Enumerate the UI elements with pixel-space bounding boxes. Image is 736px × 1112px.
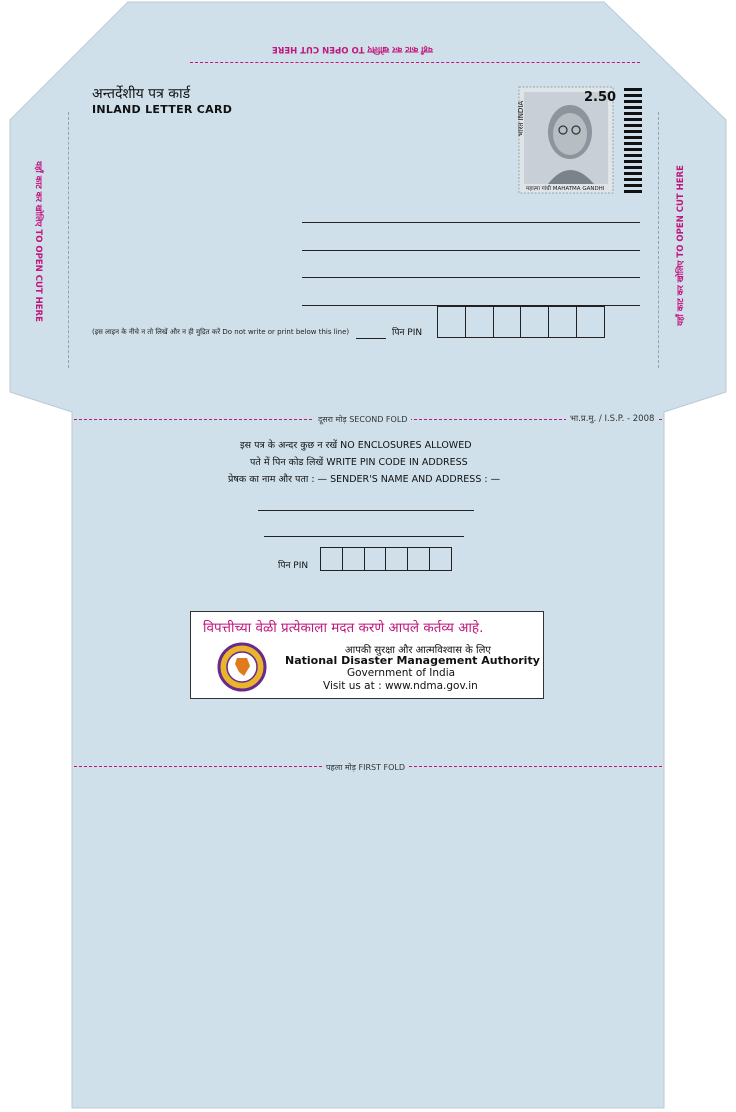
do-not-write-rule <box>356 338 386 339</box>
ndma-emblem-icon <box>217 642 267 692</box>
sender-pin-boxes[interactable] <box>320 547 452 571</box>
sender-heading: प्रेषक का नाम और पता : — SENDER'S NAME AND ADDRESS : — <box>228 474 501 485</box>
ad-website: Visit us at : www.ndma.gov.in <box>323 680 478 692</box>
title-hindi: अन्तर्देशीय पत्र कार्ड <box>92 86 191 102</box>
phosphor-bars <box>624 88 642 196</box>
no-enclosures-note: इस पत्र के अन्दर कुछ न रखें NO ENCLOSURES ALLOWED <box>240 440 472 451</box>
sender-line-1[interactable] <box>258 510 474 511</box>
do-not-write-note: (इस लाइन के नीचे न तो लिखें और न ही मुद्रित करें Do not write or print below this line) <box>92 328 350 336</box>
address-line-1[interactable] <box>302 222 640 223</box>
stamp-country: भारत INDIA <box>517 100 526 137</box>
sender-line-2[interactable] <box>264 536 464 537</box>
ndma-ad-box <box>190 611 544 699</box>
pin-label: पिन PIN <box>392 328 423 338</box>
cut-here-top: यहाँ काट कर खोलिए TO OPEN CUT HERE <box>272 44 433 54</box>
ad-government: Government of India <box>347 667 456 679</box>
stamp-value: 2.50 <box>584 90 617 105</box>
write-pin-note: पते में पिन कोड लिखें WRITE PIN CODE IN ADDRESS <box>250 457 468 468</box>
left-cut-line <box>68 112 69 368</box>
sender-pin-label: पिन PIN <box>278 561 309 571</box>
address-line-2[interactable] <box>302 250 640 251</box>
right-cut-line <box>658 112 659 368</box>
ad-marathi-slogan: विपत्तीच्या वेळी प्रत्येकाला मदत करणे आपले कर्तव्य आहे. <box>203 620 484 636</box>
cut-here-right: यहाँ काट कर खोलिए TO OPEN CUT HERE <box>675 165 686 326</box>
isp-code: भा.प्र.मु. / I.S.P. - 2008 <box>566 413 658 424</box>
address-line-3[interactable] <box>302 277 640 278</box>
ad-hindi-line: आपकी सुरक्षा और आत्मविश्वास के लिए <box>345 645 491 656</box>
cut-here-left: यहाँ काट कर खोलिए TO OPEN CUT HERE <box>32 161 43 322</box>
gandhi-stamp <box>517 86 617 194</box>
ad-authority: National Disaster Management Authority <box>285 654 540 667</box>
stamp-caption: महात्मा गांधी MAHATMA GANDHI <box>526 186 605 192</box>
address-pin-boxes[interactable] <box>437 306 605 338</box>
first-fold-label: पहला मोड़ FIRST FOLD <box>322 762 409 773</box>
top-cut-line <box>190 62 640 63</box>
second-fold-label: दूसरा मोड़ SECOND FOLD <box>314 414 411 425</box>
title-english: INLAND LETTER CARD <box>92 103 233 116</box>
